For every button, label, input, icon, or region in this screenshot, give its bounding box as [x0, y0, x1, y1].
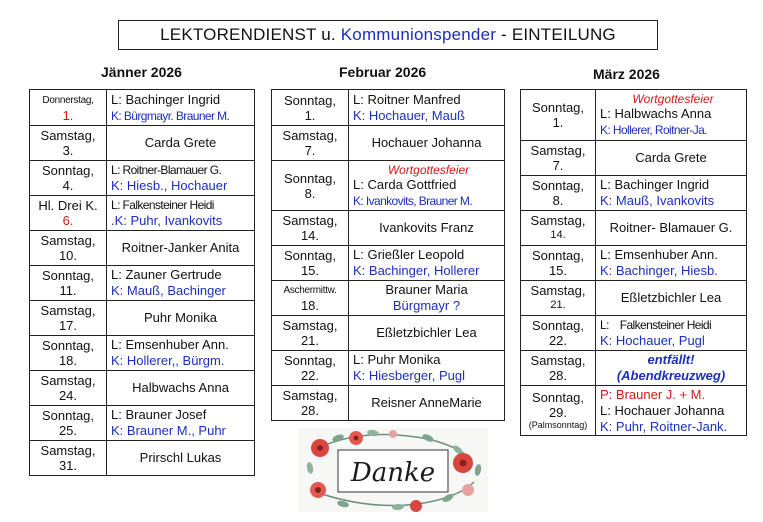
assignment-cell: L: Brauner Josef K: Brauner M., Puhr — [107, 406, 255, 441]
date-cell: Sonntag, 4. — [30, 161, 107, 196]
assignment-cell: L: Roitner Manfred K: Hochauer, Mauß — [349, 90, 505, 126]
assignment-cell: Carda Grete — [596, 141, 747, 176]
table-row — [521, 386, 747, 436]
table-row — [521, 351, 747, 386]
table-row — [30, 441, 255, 476]
date-cell: Samstag, 7. — [272, 126, 349, 161]
table-row — [30, 371, 255, 406]
assignment-cell: L: Roitner-Blamauer G. K: Hiesb., Hochauer — [107, 161, 255, 196]
assignment-cell: Eßletzbichler Lea — [596, 281, 747, 316]
january-heading: Jänner 2026 — [101, 64, 182, 80]
assignment-cell: entfällt! (Abendkreuzweg) — [596, 351, 747, 386]
january-table — [29, 89, 255, 476]
assignment-cell: Carda Grete — [107, 126, 255, 161]
table-row — [272, 316, 505, 351]
title-part-einteilung: - EINTEILUNG — [501, 25, 616, 44]
assignment-cell: Reisner AnneMarie — [349, 386, 505, 421]
date-cell: Sonntag, 22. — [521, 316, 596, 351]
page-title — [118, 20, 658, 50]
date-cell: Sonntag, 8. — [272, 161, 349, 211]
assignment-cell: L: Zauner Gertrude K: Mauß, Bachinger — [107, 266, 255, 301]
table-row — [30, 231, 255, 266]
table-row — [30, 126, 255, 161]
assignment-cell: Puhr Monika — [107, 301, 255, 336]
table-row — [30, 90, 255, 126]
march-table — [520, 89, 747, 436]
assignment-cell: L: Falkensteiner Heidi K: Hochauer, Pugl — [596, 316, 747, 351]
assignment-cell: Halbwachs Anna — [107, 371, 255, 406]
date-cell: Sonntag, 29. (Palmsonntag) — [521, 386, 596, 436]
february-heading: Februar 2026 — [339, 64, 427, 80]
assignment-cell: Roitner-Janker Anita — [107, 231, 255, 266]
table-row — [521, 246, 747, 281]
assignment-cell: Wortgottesfeier L: Halbwachs Anna K: Hollerer, Roitner-Ja. — [596, 90, 747, 141]
table-row — [30, 336, 255, 371]
date-cell: Samstag, 21. — [521, 281, 596, 316]
assignment-cell: L: Emsenhuber Ann. K: Bachinger, Hiesb. — [596, 246, 747, 281]
date-cell: Sonntag, 22. — [272, 351, 349, 386]
assignment-cell: L: Falkensteiner Heidi .K: Puhr, Ivankovits — [107, 196, 255, 231]
date-cell: Samstag, 28. — [272, 386, 349, 421]
table-row — [521, 281, 747, 316]
date-cell: Samstag, 10. — [30, 231, 107, 266]
assignment-cell: Wortgottesfeier L: Carda Gottfried K: Ivankovits, Brauner M. — [349, 161, 505, 211]
date-cell: Sonntag, 18. — [30, 336, 107, 371]
table-row — [272, 211, 505, 246]
assignment-cell: Prirschl Lukas — [107, 441, 255, 476]
table-row — [521, 90, 747, 141]
table-row — [272, 351, 505, 386]
date-cell: Sonntag, 15. — [521, 246, 596, 281]
date-cell: Samstag, 14. — [521, 211, 596, 246]
date-cell: Samstag, 28. — [521, 351, 596, 386]
date-cell: Sonntag, 15. — [272, 246, 349, 281]
table-row — [30, 196, 255, 231]
table-row — [272, 281, 505, 316]
assignment-cell: Hochauer Johanna — [349, 126, 505, 161]
wortgottesfeier-label: Wortgottesfeier — [387, 162, 470, 177]
date-cell: Donnerstag, 1. — [30, 90, 107, 126]
wortgottesfeier-label: Wortgottesfeier — [632, 92, 714, 106]
table-row — [521, 141, 747, 176]
danke-card — [298, 428, 488, 512]
table-row — [521, 316, 747, 351]
table-row — [30, 301, 255, 336]
assignment-cell: P: Brauner J. + M. L: Hochauer Johanna K: Puhr, Roitner-Jank. — [596, 386, 747, 436]
title-part-kommunionspender: Kommunionspender — [340, 25, 497, 44]
table-row — [30, 161, 255, 196]
table-row — [521, 176, 747, 211]
date-cell: Sonntag, 11. — [30, 266, 107, 301]
title-part-lektorendienst: LEKTORENDIENST u. — [160, 25, 336, 44]
date-cell: Samstag, 14. — [272, 211, 349, 246]
date-cell: Aschermittw. 18. — [272, 281, 349, 316]
assignment-cell: Ivankovits Franz — [349, 211, 505, 246]
assignment-cell: L: Bachinger Ingrid K: Bürgmayr. Brauner M. — [107, 90, 255, 126]
date-cell: Sonntag, 25. — [30, 406, 107, 441]
date-cell: Sonntag, 1. — [272, 90, 349, 126]
february-table — [271, 89, 505, 421]
table-row — [272, 90, 505, 126]
assignment-cell: L: Emsenhuber Ann. K: Hollerer,, Bürgm. — [107, 336, 255, 371]
assignment-cell: Roitner- Blamauer G. — [596, 211, 747, 246]
date-cell: Sonntag, 1. — [521, 90, 596, 141]
table-row — [30, 406, 255, 441]
assignment-cell: Brauner Maria Bürgmayr ? — [349, 281, 505, 316]
date-cell: Samstag, 31. — [30, 441, 107, 476]
date-cell: Sonntag, 8. — [521, 176, 596, 211]
table-row — [272, 126, 505, 161]
date-cell: Samstag, 17. — [30, 301, 107, 336]
assignment-cell: L: Puhr Monika K: Hiesberger, Pugl — [349, 351, 505, 386]
danke-text: Danke — [350, 458, 436, 488]
assignment-cell: Eßletzbichler Lea — [349, 316, 505, 351]
date-cell: Samstag, 7. — [521, 141, 596, 176]
table-row — [272, 246, 505, 281]
date-cell: Hl. Drei K. 6. — [30, 196, 107, 231]
date-cell: Samstag, 24. — [30, 371, 107, 406]
assignment-cell: L: Bachinger Ingrid K: Mauß, Ivankovits — [596, 176, 747, 211]
table-row — [272, 386, 505, 421]
date-cell: Samstag, 21. — [272, 316, 349, 351]
table-row — [272, 161, 505, 211]
assignment-cell: L: Grießler Leopold K: Bachinger, Hollerer — [349, 246, 505, 281]
march-heading: März 2026 — [593, 66, 660, 82]
date-cell: Samstag, 3. — [30, 126, 107, 161]
table-row — [521, 211, 747, 246]
table-row — [30, 266, 255, 301]
